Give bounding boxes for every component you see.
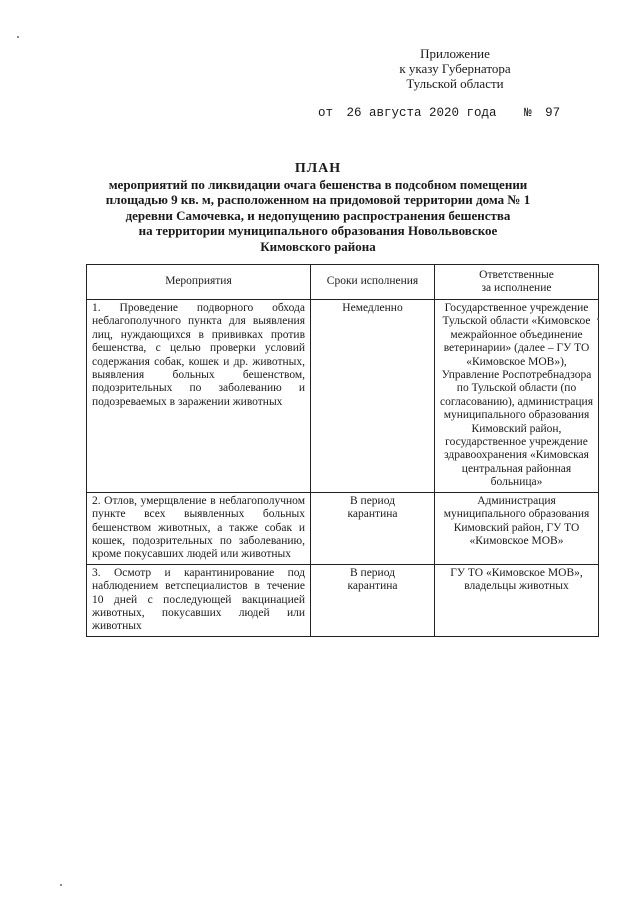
decree-from-label: от bbox=[318, 106, 334, 120]
header-measures: Мероприятия bbox=[87, 265, 311, 300]
row-term-line-1: В период bbox=[350, 494, 395, 507]
scan-speck bbox=[60, 884, 62, 886]
decree-date: 26 августа 2020 года bbox=[346, 106, 497, 120]
plan-title-line-5: на территории муниципального образования Новольвовское bbox=[138, 223, 498, 238]
table-row bbox=[87, 564, 599, 636]
plan-title-line-4: деревни Самочевка, и недопущению распространения бешенства bbox=[125, 207, 511, 223]
scan-speck bbox=[17, 36, 19, 38]
plan-title-heading: ПЛАН bbox=[294, 161, 342, 176]
row-term-line-2: карантина bbox=[347, 580, 398, 593]
row-term-line-1: В период bbox=[350, 566, 395, 579]
plan-title-line-2: мероприятий по ликвидации очага бешенства в подсобном помещении bbox=[108, 176, 528, 192]
row-term bbox=[311, 492, 435, 564]
row-responsible: Администрация муниципального образования Кимовский район, ГУ ТО «Кимовское МОВ» bbox=[435, 492, 599, 564]
row-responsible: ГУ ТО «Кимовское МОВ», владельцы животных bbox=[435, 564, 599, 636]
decree-dateline bbox=[318, 106, 598, 120]
plan-title-line-6: Кимовского района bbox=[260, 238, 376, 254]
annex-line-2: к указу Губернатора bbox=[399, 61, 511, 76]
table-row bbox=[87, 300, 599, 493]
annex-line-1: Приложение bbox=[420, 46, 490, 61]
row-term-line-1: Немедленно bbox=[342, 302, 403, 314]
table-row bbox=[87, 492, 599, 564]
decree-number: 97 bbox=[545, 106, 561, 120]
plan-table bbox=[86, 264, 599, 637]
row-term-line-2: карантина bbox=[347, 508, 398, 521]
row-measure: 3. Осмотр и карантинирование под наблюдением ветспециалистов в течение 10 дней с последующей вакцинацией животных, покусавших людей или животных bbox=[87, 564, 311, 636]
row-responsible: Государственное учреждение Тульской области «Кимовское межрайонное объединение ветеринарии» (далее – ГУ ТО «Кимовское МОВ»), Управление Роспотребнадзора по Тульской области (по согласованию), администрация муниципального образования Кимовский район, государственное учреждение здравоохранения «Кимовская центральная районная больница» bbox=[435, 300, 599, 493]
row-measure: 2. Отлов, умерщвление в неблагополучном пункте всех выявленных больных бешенством животных, а также собак и кошек, подозрительных по заболеванию, кроме покусавших людей или животных bbox=[87, 492, 311, 564]
plan-title bbox=[80, 161, 556, 254]
table-header-row bbox=[87, 265, 599, 300]
header-responsible-line-1: Ответственные bbox=[479, 268, 554, 281]
row-measure: 1. Проведение подворного обхода неблагополучного пункта для выявления лиц, нуждающихся в прививках против бешенства, с целью проверки условий содержания собак, кошек и др. животных, выявления больных бешенством, подозрительных по заболеванию и подозреваемых в заражении животных bbox=[87, 300, 311, 493]
scan-speck bbox=[597, 318, 599, 320]
annex-header bbox=[355, 46, 555, 91]
row-term bbox=[311, 564, 435, 636]
header-responsible-line-2: за исполнение bbox=[481, 282, 552, 294]
row-term bbox=[311, 300, 435, 493]
header-responsible bbox=[435, 265, 599, 300]
annex-line-3: Тульской области bbox=[406, 76, 504, 91]
header-terms: Сроки исполнения bbox=[311, 265, 435, 300]
plan-title-line-3: площадью 9 кв. м, расположенном на придомовой территории дома № 1 bbox=[105, 192, 531, 207]
decree-number-label: № bbox=[524, 106, 532, 120]
